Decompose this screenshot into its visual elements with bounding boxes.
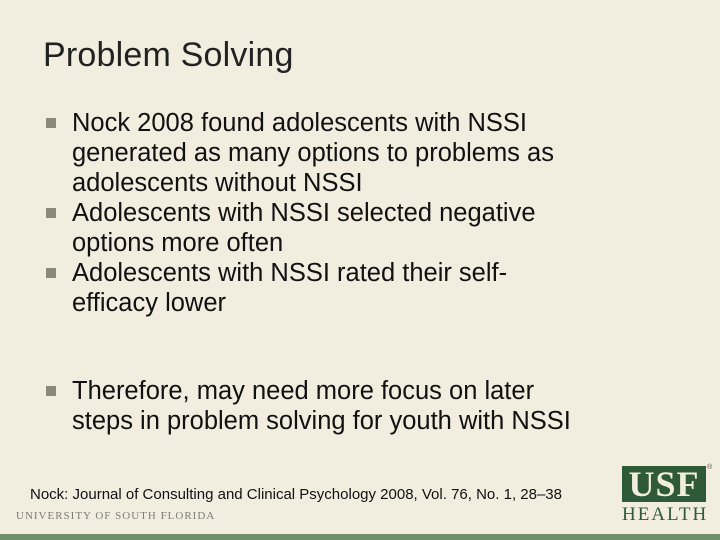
square-bullet-icon (46, 386, 56, 396)
square-bullet-icon (46, 118, 56, 128)
registered-mark-icon: ® (707, 464, 713, 471)
bullet-item (44, 108, 684, 198)
bullet-line: Adolescents with NSSI rated their self- (72, 259, 508, 287)
bullet-item (44, 198, 684, 258)
slide-title: Problem Solving (43, 36, 294, 74)
bullet-line: efficacy lower (72, 289, 227, 317)
university-wordmark: UNIVERSITY OF SOUTH FLORIDA (16, 510, 216, 522)
square-bullet-icon (46, 268, 56, 278)
square-bullet-icon (46, 208, 56, 218)
bullet-line: Adolescents with NSSI selected negative (72, 199, 536, 227)
usf-health-logo (622, 464, 713, 525)
bullet-line: generated as many options to problems as (72, 139, 554, 167)
spacer (44, 318, 684, 376)
bullet-item (44, 376, 684, 436)
bullet-line: adolescents without NSSI (72, 169, 363, 197)
footer-bar (0, 534, 720, 540)
bullet-line: Nock 2008 found adolescents with NSSI (72, 109, 528, 137)
bullet-item (44, 258, 684, 318)
logo-health: HEALTH (622, 504, 709, 525)
bullet-line: options more often (72, 229, 284, 257)
bullet-line: Therefore, may need more focus on later (72, 377, 535, 405)
citation: Nock: Journal of Consulting and Clinical Psychology 2008, Vol. 76, No. 1, 28–38 (30, 486, 562, 503)
bullet-list (44, 108, 684, 436)
bullet-line: steps in problem solving for youth with NSSI (72, 407, 571, 435)
logo-usf: USF (622, 466, 706, 502)
